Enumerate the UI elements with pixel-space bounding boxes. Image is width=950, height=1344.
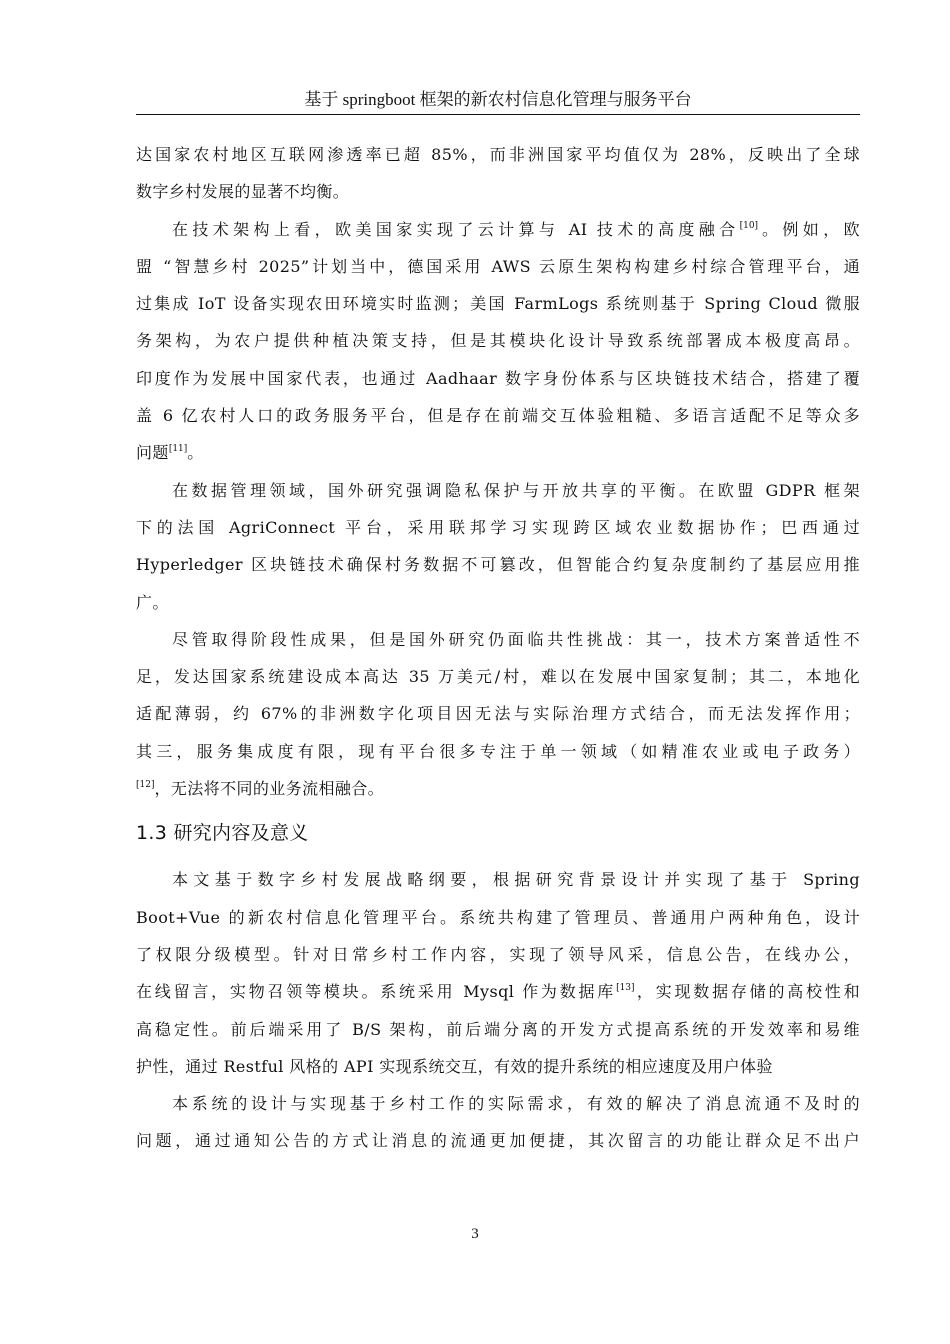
text-line: 数字乡村发展的显著不均衡。	[136, 182, 350, 202]
running-header-title: 基于 springboot 框架的新农村信息化管理与服务平台	[304, 90, 692, 109]
page-number: 3	[471, 1226, 479, 1242]
text-line: 适配薄弱，约 67%的非洲数字化项目因无法与实际治理方式结合，而无法发挥作用；	[136, 704, 860, 724]
text-line: 问题，通过通知公告的方式让消息的流通更加便捷，其次留言的功能让群众足不出户	[136, 1131, 860, 1151]
text-line: 务架构，为农户提供种植决策支持，但是其模块化设计导致系统部署成本极度高昂。	[136, 331, 860, 351]
body-text	[136, 136, 860, 1160]
text-line: 尽管取得阶段性成果，但是国外研究仍面临共性挑战：其一，技术方案普适性不	[172, 629, 860, 649]
text-line: 在技术架构上看，欧美国家实现了云计算与 AI 技术的高度融合[10]。例如，欧	[172, 219, 860, 239]
text-line: [12]，无法将不同的业务流相融合。	[136, 779, 385, 799]
text-line: 足，发达国家系统建设成本高达 35 万美元/村，难以在发展中国家复制；其二，本地化	[136, 667, 860, 687]
paragraph-tech-architecture	[136, 211, 860, 472]
text-line: 高稳定性。前后端采用了 B/S 架构，前后端分离的开发方式提高系统的开发效率和易维	[136, 1019, 860, 1039]
paragraph-data-management	[136, 472, 860, 621]
text-line: 问题[11]。	[136, 443, 204, 463]
text-line: 本文基于数字乡村发展战略纲要，根据研究背景设计并实现了基于 Spring	[172, 870, 860, 890]
text-line: Boot+Vue 的新农村信息化管理平台。系统共构建了管理员、普通用户两种角色，设计	[136, 907, 860, 927]
text-line: 了权限分级模型。针对日常乡村工作内容，实现了领导风采，信息公告，在线办公，	[136, 944, 860, 964]
citation-13: [13]	[616, 983, 635, 994]
text-line: 在数据管理领域，国外研究强调隐私保护与开放共享的平衡。在欧盟 GDPR 框架	[172, 480, 860, 500]
section-heading: 1.3 研究内容及意义	[136, 822, 309, 845]
paragraph-continuation	[136, 136, 860, 211]
text-line: 在线留言，实物召领等模块。系统采用 Mysql 作为数据库[13]，实现数据存储的高校性和	[136, 982, 860, 1002]
text-line: 达国家农村地区互联网渗透率已超 85%，而非洲国家平均值仅为 28%，反映出了全球	[136, 145, 860, 164]
text-line: 其三，服务集成度有限，现有平台很多专注于单一领域（如精准农业或电子政务）	[136, 741, 860, 761]
text-line: 本系统的设计与实现基于乡村工作的实际需求，有效的解决了消息流通不及时的	[172, 1094, 860, 1114]
text-line: 下的法国 AgriConnect 平台，采用联邦学习实现跨区域农业数据协作；巴西通过	[136, 517, 860, 537]
text-line: 护性，通过 Restful 风格的 API 实现系统交互，有效的提升系统的相应速度及用户体验	[136, 1056, 773, 1076]
text-line: 广。	[136, 592, 169, 612]
running-header	[136, 92, 860, 115]
paragraph-research-content	[136, 861, 860, 1085]
citation-11: [11]	[168, 444, 188, 455]
text-line: 盖 6 亿农村人口的政务服务平台，但是存在前端交互体验粗糙、多语言适配不足等众多	[136, 406, 860, 426]
text-line: 盟 “智慧乡村 2025”计划当中，德国采用 AWS 云原生架构构建乡村综合管理平台，通	[136, 256, 860, 276]
paragraph-system-significance	[136, 1085, 860, 1160]
text-line: 印度作为发展中国家代表，也通过 Aadhaar 数字身份体系与区块链技术结合，搭建了覆	[136, 368, 860, 388]
text-line: Hyperledger 区块链技术确保村务数据不可篡改，但智能合约复杂度制约了基层应用推	[136, 555, 860, 575]
text-line: 过集成 IoT 设备实现农田环境实时监测；美国 FarmLogs 系统则基于 Spring Cloud 微服	[136, 294, 860, 314]
citation-10: [10]	[739, 220, 759, 231]
citation-12: [12]	[136, 780, 155, 791]
paragraph-challenges	[136, 621, 860, 807]
